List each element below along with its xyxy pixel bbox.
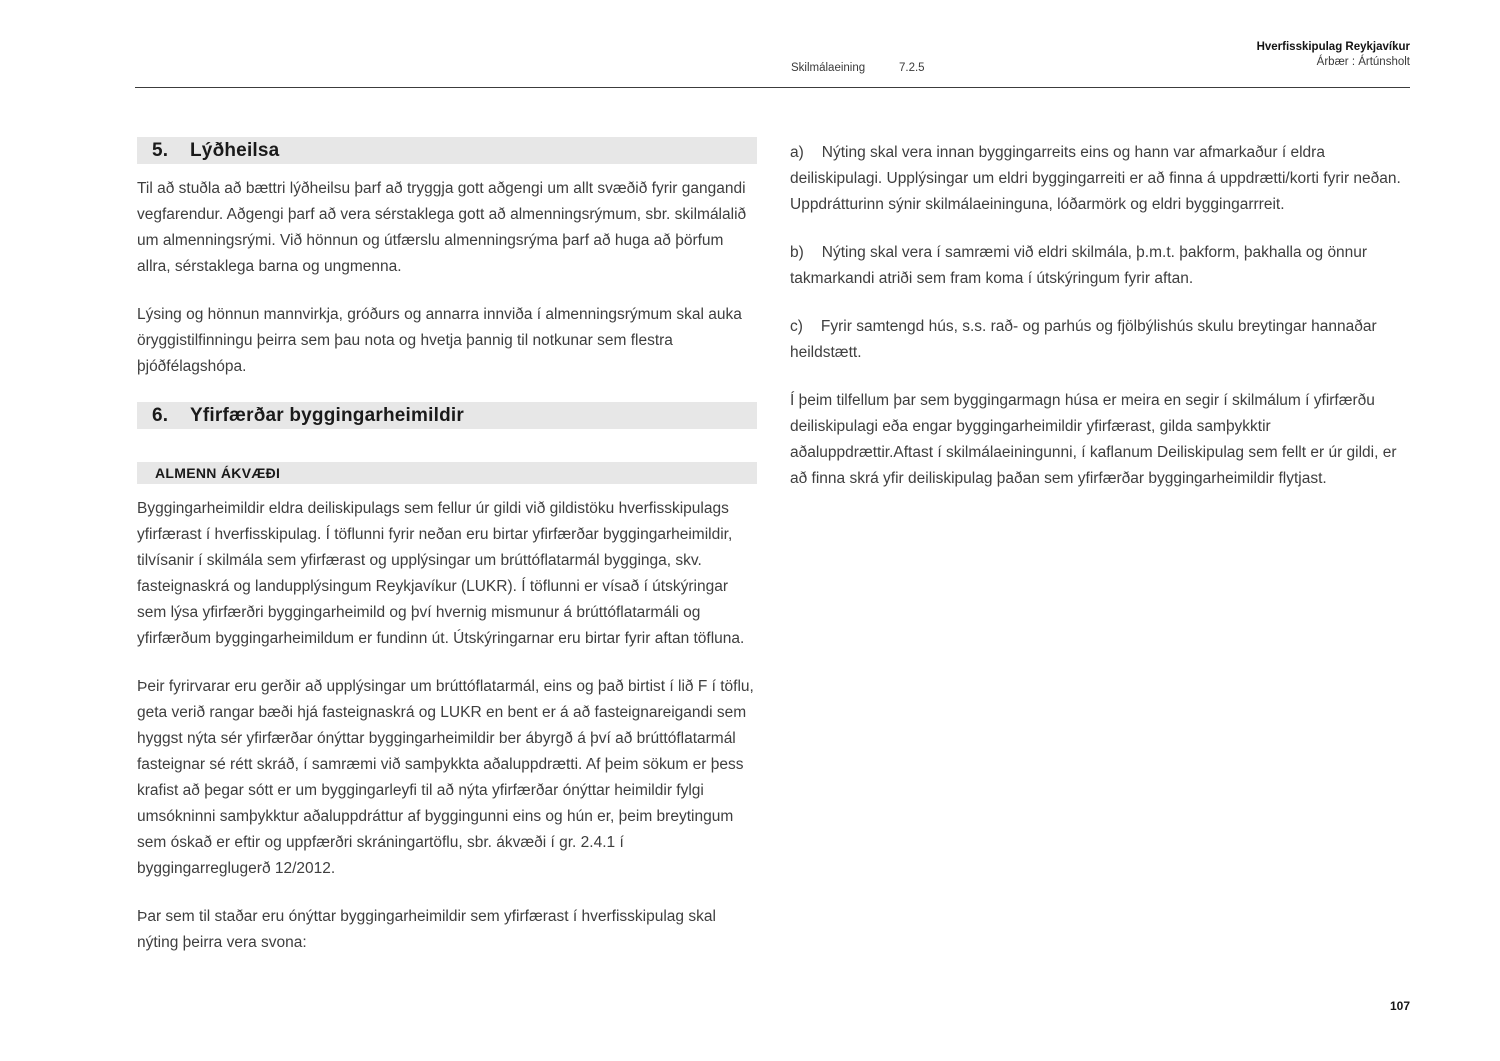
section-6-heading: [137, 402, 757, 429]
section-5-title: Lýðheilsa: [190, 139, 280, 161]
section-5-paragraph-2: Lýsing og hönnun mannvirkja, gróðurs og annarra innviða í almenningsrýmum skal auka öryggistilfinningu þeirra sem þau nota og hvetja þannig til notkunar sem flestra þjóðfélagshópa.: [137, 306, 742, 375]
list-item-b-text: Nýting skal vera í samræmi við eldri skilmála, þ.m.t. þakform, þakhalla og önnur takmarkandi atriði sem fram koma í útskýringum fyrir aftan.: [790, 244, 1368, 287]
closing-paragraph: Í þeim tilfellum þar sem byggingarmagn húsa er meira en segir í skilmálum í yfirfærðu deiliskipulagi eða engar byggingarheimildir yfirfærast, gilda samþykktir aðaluppdrættir.Aftast í skilmálaeiningunni, í kaflanum Deiliskipulag sem fellt er úr gildi, er að finna skrá yfir deiliskipulag þaðan sem yfirfærðar byggingarheimildir flytjast.: [790, 392, 1397, 487]
section-6-paragraph-1: Byggingarheimildir eldra deiliskipulags sem fellur úr gildi við gildistöku hverfisskipulags yfirfærast í hverfisskipulag. Í töflunni fyrir neðan eru birtar yfirfærðar byggingarheimildir, tilvísanir í skilmála sem yfirfærast og upplýsingar um brúttóflatarmál bygginga, skv. fasteignaskrá og landupplýsingum Reykjavíkur (LUKR). Í töflunni er vísað í útskýringar sem lýsa yfirfærðri byggingarheimild og því hvernig mismunur á brúttóflatarmáli og yfirfærðum byggingarheimildum er fundinn út. Útskýringarnar eru birtar fyrir aftan töfluna.: [137, 500, 745, 647]
section-5-paragraph-1: Til að stuðla að bættri lýðheilsu þarf að tryggja gott aðgengi um allt svæðið fyrir gangandi vegfarendur. Aðgengi þarf að vera sérstaklega gott að almenningsrýmum, sbr. skilmálalið um almenningsrými. Við hönnun og útfærslu almenningsrýma þarf að huga að þörfum allra, sérstaklega barna og ungmenna.: [137, 180, 747, 275]
list-item-a-label: a): [790, 144, 804, 161]
header-title-block: [1257, 41, 1410, 68]
header-title: Hverfisskipulag Reykjavíkur: [1256, 41, 1410, 53]
list-item-b: [790, 240, 1414, 292]
header-doc-type-label: Skilmálaeining: [791, 62, 866, 74]
list-item-c-label: c): [790, 318, 803, 335]
list-item-a: [790, 140, 1414, 218]
section-6-number: 6.: [152, 404, 169, 426]
subsection-heading-general-provisions: ALMENN ÁKVÆÐI: [137, 462, 757, 484]
left-column: [137, 137, 757, 978]
list-item-a-text: Nýting skal vera innan byggingarreits eins og hann var afmarkaður í eldra deiliskipulagi. Upplýsingar um eldri byggingarreiti er að finna á uppdrætti/korti fyrir neðan. Uppdrátturinn sýnir skilmálaeininguna, lóðarmörk og eldri byggingarrreit.: [790, 144, 1401, 213]
list-item-c-text: Fyrir samtengd hús, s.s. rað- og parhús og fjölbýlishús skulu breytingar hannaðar heildstætt.: [790, 318, 1377, 361]
header-doc-number: 7.2.5: [899, 62, 925, 74]
section-6-paragraph-3: Þar sem til staðar eru ónýttar byggingarheimildir sem yfirfærast í hverfisskipulag skal nýting þeirra vera svona:: [137, 908, 716, 951]
header-subtitle: Árbær : Ártúnsholt: [1316, 56, 1410, 68]
list-item-c: [790, 314, 1414, 366]
section-6-paragraph-2: Þeir fyrirvarar eru gerðir að upplýsingar um brúttóflatarmál, eins og það birtist í lið F í töflu, geta verið rangar bæði hjá fasteignaskrá og LUKR en bent er á að fasteignareigandi sem hyggst nýta sér yfirfærðar ónýttar byggingarheimildir ber ábyrgð á því að brúttóflatarmál fasteignar sé rétt skráð, í samræmi við samþykkta aðaluppdrætti. Af þeim sökum er þess krafist að þegar sótt er um byggingarleyfi til að nýta yfirfærðar ónýttar heimildir fylgi umsókninni samþykktur aðaluppdráttur af byggingunni eins og hún er, þeim breytingum sem óskað er eftir og uppfærðri skráningartöflu, sbr. ákvæði í gr. 2.4.1 í byggingarreglugerð 12/2012.: [137, 678, 754, 877]
list-item-b-label: b): [790, 244, 804, 261]
section-5-heading: [137, 137, 757, 164]
right-column: [790, 140, 1414, 492]
section-6-title: Yfirfærðar byggingarheimildir: [190, 404, 464, 426]
page-number: 107: [1389, 999, 1410, 1013]
section-5-number: 5.: [152, 139, 169, 161]
header-divider: [135, 87, 1410, 88]
